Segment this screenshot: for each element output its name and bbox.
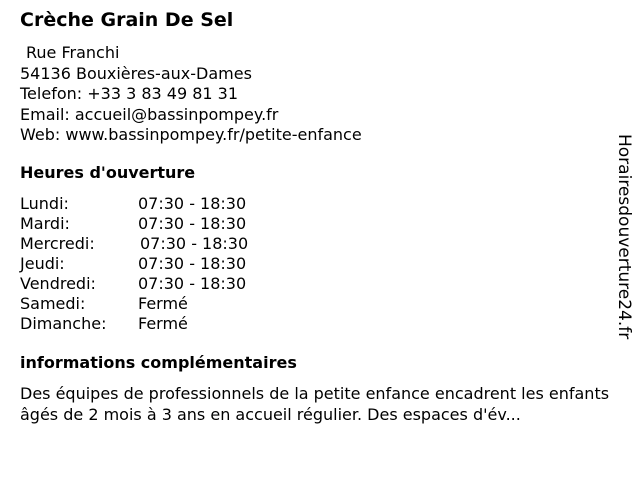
time-range: Fermé (138, 314, 188, 333)
site-watermark: Horairesdouverture24.fr (614, 134, 634, 340)
hours-row-sunday (20, 314, 188, 334)
hours-row-thursday (20, 254, 247, 274)
time-range: 07:30 - 18:30 (138, 254, 247, 273)
hours-row-friday (20, 274, 247, 294)
street-address: Rue Franchi (26, 43, 120, 62)
day-label: Mercredi: (20, 234, 95, 253)
day-label: Vendredi: (20, 274, 96, 293)
additional-info-heading: informations complémentaires (20, 353, 297, 372)
email-address: Email: accueil@bassinpompey.fr (20, 104, 279, 124)
hours-row-saturday (20, 294, 188, 314)
day-label: Samedi: (20, 294, 86, 313)
hours-row-monday (20, 194, 247, 214)
day-label: Dimanche: (20, 314, 107, 333)
day-label: Lundi: (20, 194, 69, 213)
time-range: Fermé (138, 294, 188, 313)
opening-hours-table (20, 194, 249, 334)
address-block (20, 43, 362, 146)
hours-row-tuesday (20, 214, 247, 234)
hours-row-wednesday (20, 234, 249, 254)
business-name: Crèche Grain De Sel (20, 9, 234, 31)
day-label: Jeudi: (20, 254, 65, 273)
time-range: 07:30 - 18:30 (140, 234, 249, 253)
time-range: 07:30 - 18:30 (138, 214, 247, 233)
time-range: 07:30 - 18:30 (138, 274, 247, 293)
opening-hours-heading: Heures d'ouverture (20, 163, 196, 182)
city-postal-code: 54136 Bouxières-aux-Dames (20, 63, 252, 83)
phone-number: Telefon: +33 3 83 49 81 31 (20, 84, 239, 103)
additional-info-text: Des équipes de professionnels de la petite enfance encadrent les enfants âgés de 2 mois à 3 ans en accueil régulier. Des espaces d'év... (20, 384, 610, 424)
time-range: 07:30 - 18:30 (138, 194, 247, 213)
day-label: Mardi: (20, 214, 70, 233)
website-url: Web: www.bassinpompey.fr/petite-enfance (20, 125, 362, 144)
